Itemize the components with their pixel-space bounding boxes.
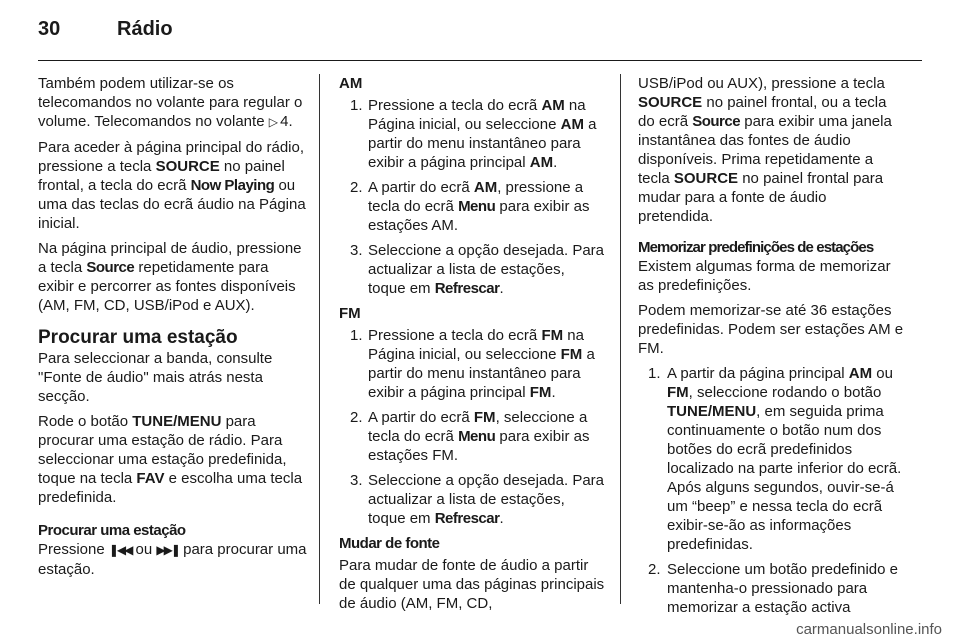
page-header: [38, 18, 922, 52]
section-heading: Procurar uma estação: [38, 327, 238, 348]
list-item: 1. Pressione a tecla do ecrã FM na Página inicial, ou seleccione FM a partir do menu instantâneo para exibir a página principal FM.: [350, 327, 595, 401]
fm-steps: [339, 326, 605, 528]
paragraph: Na página principal de áudio, pressione a tecla Source repetidamente para exibir e percorrer as fontes disponíveis (AM, FM, CD, USB/iPod e AUX).: [38, 240, 302, 314]
list-item: 2. A partir do ecrã FM, seleccione a tecla do ecrã Menu para exibir as estações FM.: [350, 409, 590, 464]
watermark: carmanualsonline.info: [796, 621, 942, 638]
key-label: TUNE/MENU: [132, 413, 222, 430]
list-item: 3. Seleccione a opção desejada. Para actualizar a lista de estações, toque em Refrescar.: [350, 472, 605, 527]
column-2: [339, 74, 605, 619]
list-item: 1. A partir da página principal AM ou FM, seleccione rodando o botão TUNE/MENU, em seguida prima continuamente o botão num dos botões do ecrã predefinidos localizado na parte inferior do ecrã. Após alguns segundos, ouvir-se-á um “beep” e nessa tecla do ecrã exibir-se-ão as informações predefinidas.: [648, 365, 902, 553]
paragraph: Para seleccionar a banda, consulte "Fonte de áudio" mais atrás nesta secção.: [38, 350, 273, 405]
key-label: Now Playing: [190, 177, 275, 194]
paragraph: Para mudar de fonte de áudio a partir de qualquer uma das páginas principais de áudio (AM, FM, CD,: [339, 557, 605, 612]
list-item: 2. Seleccione um botão predefinido e mantenha-o pressionado para memorizar a estação activa: [648, 561, 898, 616]
paragraph: Também podem utilizar-se os telecomandos no volante para regular o volume. Telecomandos no volante ▷ 4.: [38, 75, 303, 130]
paragraph: Rode o botão TUNE/MENU para procurar uma estação de rádio. Para seleccionar uma estação predefinida, toque na tecla FAV e escolha uma tecla predefinida.: [38, 413, 303, 506]
paragraph: Pressione ❚◀◀ ou ▶▶❚ para procurar uma estação.: [38, 541, 307, 578]
key-label: Source: [86, 259, 135, 276]
subsection-heading: Memorizar predefinições de estações: [638, 239, 874, 256]
am-steps: [339, 96, 605, 298]
skip-forward-icon: ▶▶❚: [156, 543, 179, 557]
am-heading: AM: [339, 75, 363, 92]
header-divider: [38, 60, 922, 61]
paragraph: Podem memorizar-se até 36 estações predefinidas. Podem ser estações AM e FM.: [638, 302, 904, 357]
subsection-heading: Procurar uma estação: [38, 522, 186, 539]
column-divider: [620, 74, 621, 604]
page-number: 30: [38, 18, 61, 40]
key-label: SOURCE: [155, 158, 220, 175]
paragraph: USB/iPod ou AUX), pressione a tecla SOURCE no painel frontal, ou a tecla do ecrã Source para exibir uma janela instantânea das fontes de áudio disponíveis. Prima repetidamente a tecla SOURCE no painel frontal para mudar para a fonte de áudio pretendida.: [638, 75, 892, 225]
fm-heading: FM: [339, 305, 361, 322]
column-divider: [319, 74, 320, 604]
column-1: [38, 74, 308, 585]
subsection-heading: Mudar de fonte: [339, 535, 440, 552]
list-item: 3. Seleccione a opção desejada. Para actualizar a lista de estações, toque em Refrescar.: [350, 242, 605, 297]
list-item: 1. Pressione a tecla do ecrã AM na Página inicial, ou seleccione AM a partir do menu instantâneo para exibir a página principal AM.: [350, 97, 597, 171]
list-item: 2. A partir do ecrã AM, pressione a tecla do ecrã Menu para exibir as estações AM.: [350, 179, 590, 234]
page-ref-arrow-icon: ▷: [268, 115, 276, 129]
column-3: [638, 74, 904, 623]
key-label: FAV: [136, 470, 165, 487]
paragraph: Para aceder à página principal do rádio, pressione a tecla SOURCE no painel frontal, a tecla do ecrã Now Playing ou uma das teclas do ecrã áudio na Página inicial.: [38, 139, 306, 232]
skip-back-icon: ❚◀◀: [108, 543, 132, 557]
preset-steps: [638, 364, 904, 617]
page-title: Rádio: [117, 18, 173, 40]
paragraph: Existem algumas forma de memorizar as predefinições.: [638, 258, 891, 294]
